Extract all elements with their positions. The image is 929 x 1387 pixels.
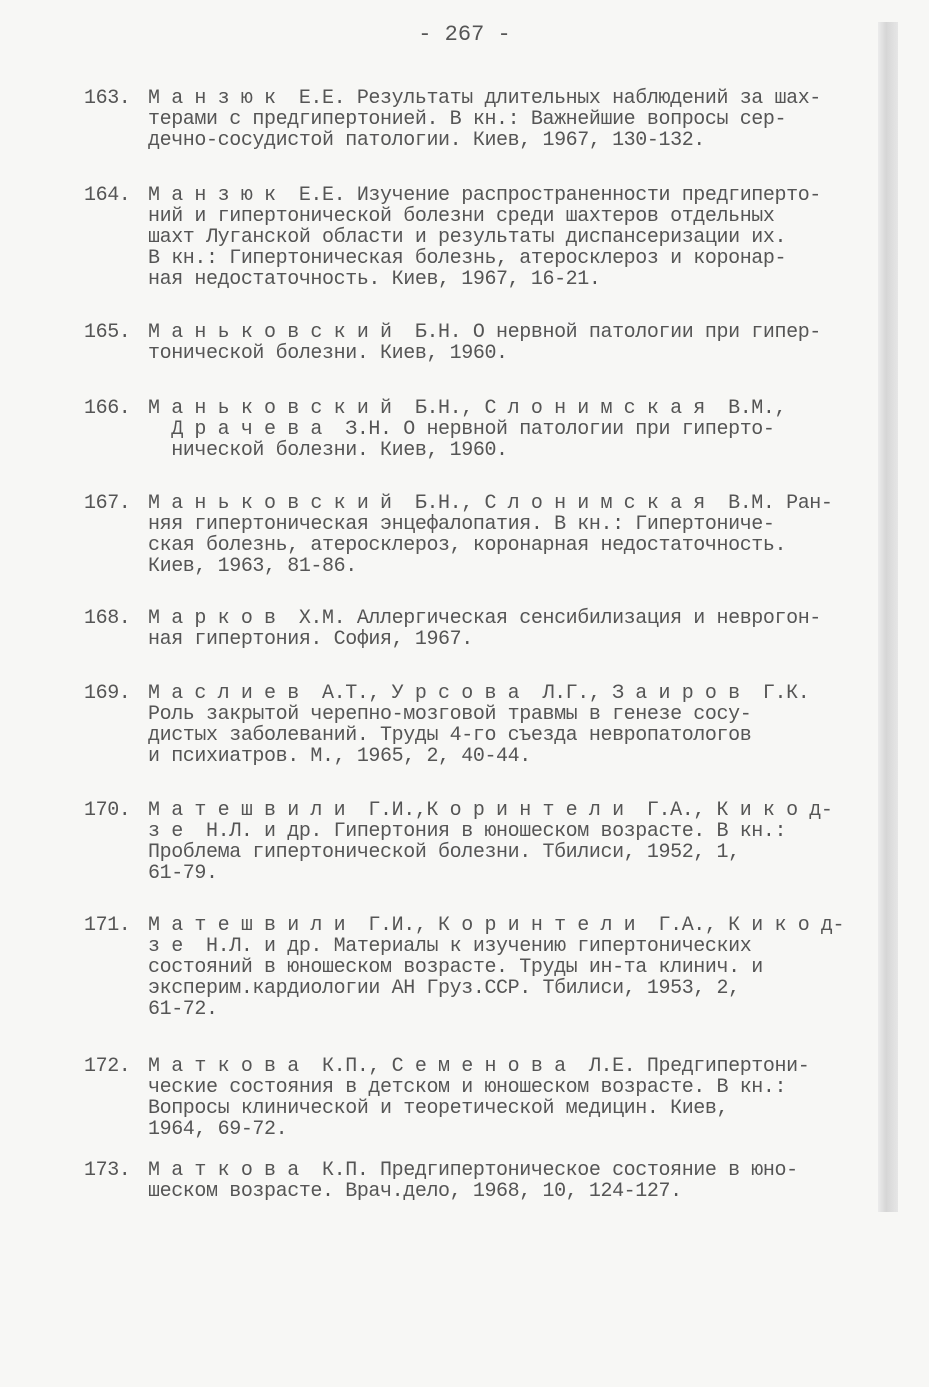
entry-line: нической болезни. Киев, 1960. bbox=[148, 439, 508, 462]
entry-line: эксперим.кардиологии АН Груз.ССР. Тбилиси, 1953, 2, bbox=[148, 977, 740, 1000]
bibliography-entry bbox=[84, 915, 874, 1020]
entry-text bbox=[148, 493, 874, 577]
bibliography-entry bbox=[84, 683, 874, 767]
entry-line: шахт Луганской области и результаты диспансеризации их. bbox=[148, 226, 787, 249]
entry-number: 166. bbox=[84, 397, 131, 420]
entry-text bbox=[148, 915, 874, 1020]
entry-line: ний и гипертонической болезни среди шахтеров отдельных bbox=[148, 205, 775, 228]
entry-line: ная недостаточность. Киев, 1967, 16-21. bbox=[148, 268, 601, 291]
entry-line: и психиатров. М., 1965, 2, 40-44. bbox=[148, 745, 531, 768]
entry-number: 171. bbox=[84, 914, 131, 937]
bibliography-entry bbox=[84, 398, 874, 461]
entry-line: з е Н.Л. и др. Материалы к изучению гипертонических bbox=[148, 935, 752, 958]
entry-text bbox=[148, 322, 874, 364]
entry-line: М а с л и е в А.Т., У р с о в а Л.Г., З а и р о в Г.К. bbox=[148, 682, 810, 705]
entry-line: М а н ь к о в с к и й Б.Н., С л о н и м с к а я В.М. Ран- bbox=[148, 492, 833, 515]
bibliography-entry bbox=[84, 1056, 874, 1140]
entry-line: 1964, 69-72. bbox=[148, 1118, 288, 1141]
entry-line: В кн.: Гипертоническая болезнь, атеросклероз и коронар- bbox=[148, 247, 787, 270]
bibliography-entry bbox=[84, 185, 874, 290]
entry-text bbox=[148, 1160, 874, 1202]
entry-line: Роль закрытой черепно-мозговой травмы в генезе сосу- bbox=[148, 703, 752, 726]
entry-line: дистых заболеваний. Труды 4-го съезда невропатологов bbox=[148, 724, 752, 747]
entry-line: М а т е ш в и л и Г.И.,К о р и н т е л и Г.А., К и к о д- bbox=[148, 799, 833, 822]
entry-line: состояний в юношеском возрасте. Труды ин-та клинич. и bbox=[148, 956, 763, 979]
entry-line: дечно-сосудистой патологии. Киев, 1967, 130-132. bbox=[148, 129, 705, 152]
entry-line: М а т е ш в и л и Г.И., К о р и н т е л и Г.А., К и к о д- bbox=[148, 914, 845, 937]
entry-line: М а н ь к о в с к и й Б.Н., С л о н и м с к а я В.М., bbox=[148, 397, 787, 420]
bibliography-entry bbox=[84, 493, 874, 577]
entry-line: М а т к о в а К.П., С е м е н о в а Л.Е. Предгипертони- bbox=[148, 1055, 810, 1078]
entry-line: М а н з ю к Е.Е. Изучение распространенности предгиперто- bbox=[148, 184, 821, 207]
bibliography-entry bbox=[84, 608, 874, 650]
entry-number: 170. bbox=[84, 799, 131, 822]
entry-text bbox=[148, 185, 874, 290]
entry-line: шеском возрасте. Врач.дело, 1968, 10, 124-127. bbox=[148, 1180, 682, 1203]
entry-line: Проблема гипертонической болезни. Тбилиси, 1952, 1, bbox=[148, 841, 740, 864]
entry-text bbox=[148, 800, 874, 884]
entry-line: терами с предгипертонией. В кн.: Важнейшие вопросы сер- bbox=[148, 108, 787, 131]
page-edge-shadow bbox=[878, 22, 898, 1212]
entry-text bbox=[148, 88, 874, 151]
entry-line: няя гипертоническая энцефалопатия. В кн.: Гипертониче- bbox=[148, 513, 775, 536]
entry-line: ская болезнь, атеросклероз, коронарная недостаточность. bbox=[148, 534, 787, 557]
entry-number: 164. bbox=[84, 184, 131, 207]
bibliography-entry bbox=[84, 88, 874, 151]
entry-line: Д р а ч е в а З.Н. О нервной патологии при гиперто- bbox=[148, 418, 775, 441]
page-number: - 267 - bbox=[418, 22, 511, 47]
entry-line: М а н з ю к Е.Е. Результаты длительных наблюдений за шах- bbox=[148, 87, 821, 110]
entry-number: 169. bbox=[84, 682, 131, 705]
bibliography-entry bbox=[84, 800, 874, 884]
bibliography-entry bbox=[84, 1160, 874, 1202]
entry-number: 167. bbox=[84, 492, 131, 515]
entry-text bbox=[148, 398, 874, 461]
entry-line: М а н ь к о в с к и й Б.Н. О нервной патологии при гипер- bbox=[148, 321, 821, 344]
entry-line: Вопросы клинической и теоретической медицин. Киев, bbox=[148, 1097, 729, 1120]
entry-line: ческие состояния в детском и юношеском возрасте. В кн.: bbox=[148, 1076, 787, 1099]
bibliography-entry bbox=[84, 322, 874, 364]
entry-line: М а р к о в Х.М. Аллергическая сенсибилизация и неврогон- bbox=[148, 607, 821, 630]
entry-text bbox=[148, 1056, 874, 1140]
entry-text bbox=[148, 683, 874, 767]
entry-text bbox=[148, 608, 874, 650]
entry-line: М а т к о в а К.П. Предгипертоническое состояние в юно- bbox=[148, 1159, 798, 1182]
entry-number: 173. bbox=[84, 1159, 131, 1182]
entry-number: 168. bbox=[84, 607, 131, 630]
entry-line: 61-79. bbox=[148, 862, 218, 885]
entry-line: ная гипертония. София, 1967. bbox=[148, 628, 473, 651]
entry-line: тонической болезни. Киев, 1960. bbox=[148, 342, 508, 365]
entry-number: 163. bbox=[84, 87, 131, 110]
entry-line: 61-72. bbox=[148, 998, 218, 1021]
entry-number: 165. bbox=[84, 321, 131, 344]
entry-number: 172. bbox=[84, 1055, 131, 1078]
entry-line: Киев, 1963, 81-86. bbox=[148, 555, 357, 578]
entry-line: з е Н.Л. и др. Гипертония в юношеском возрасте. В кн.: bbox=[148, 820, 787, 843]
